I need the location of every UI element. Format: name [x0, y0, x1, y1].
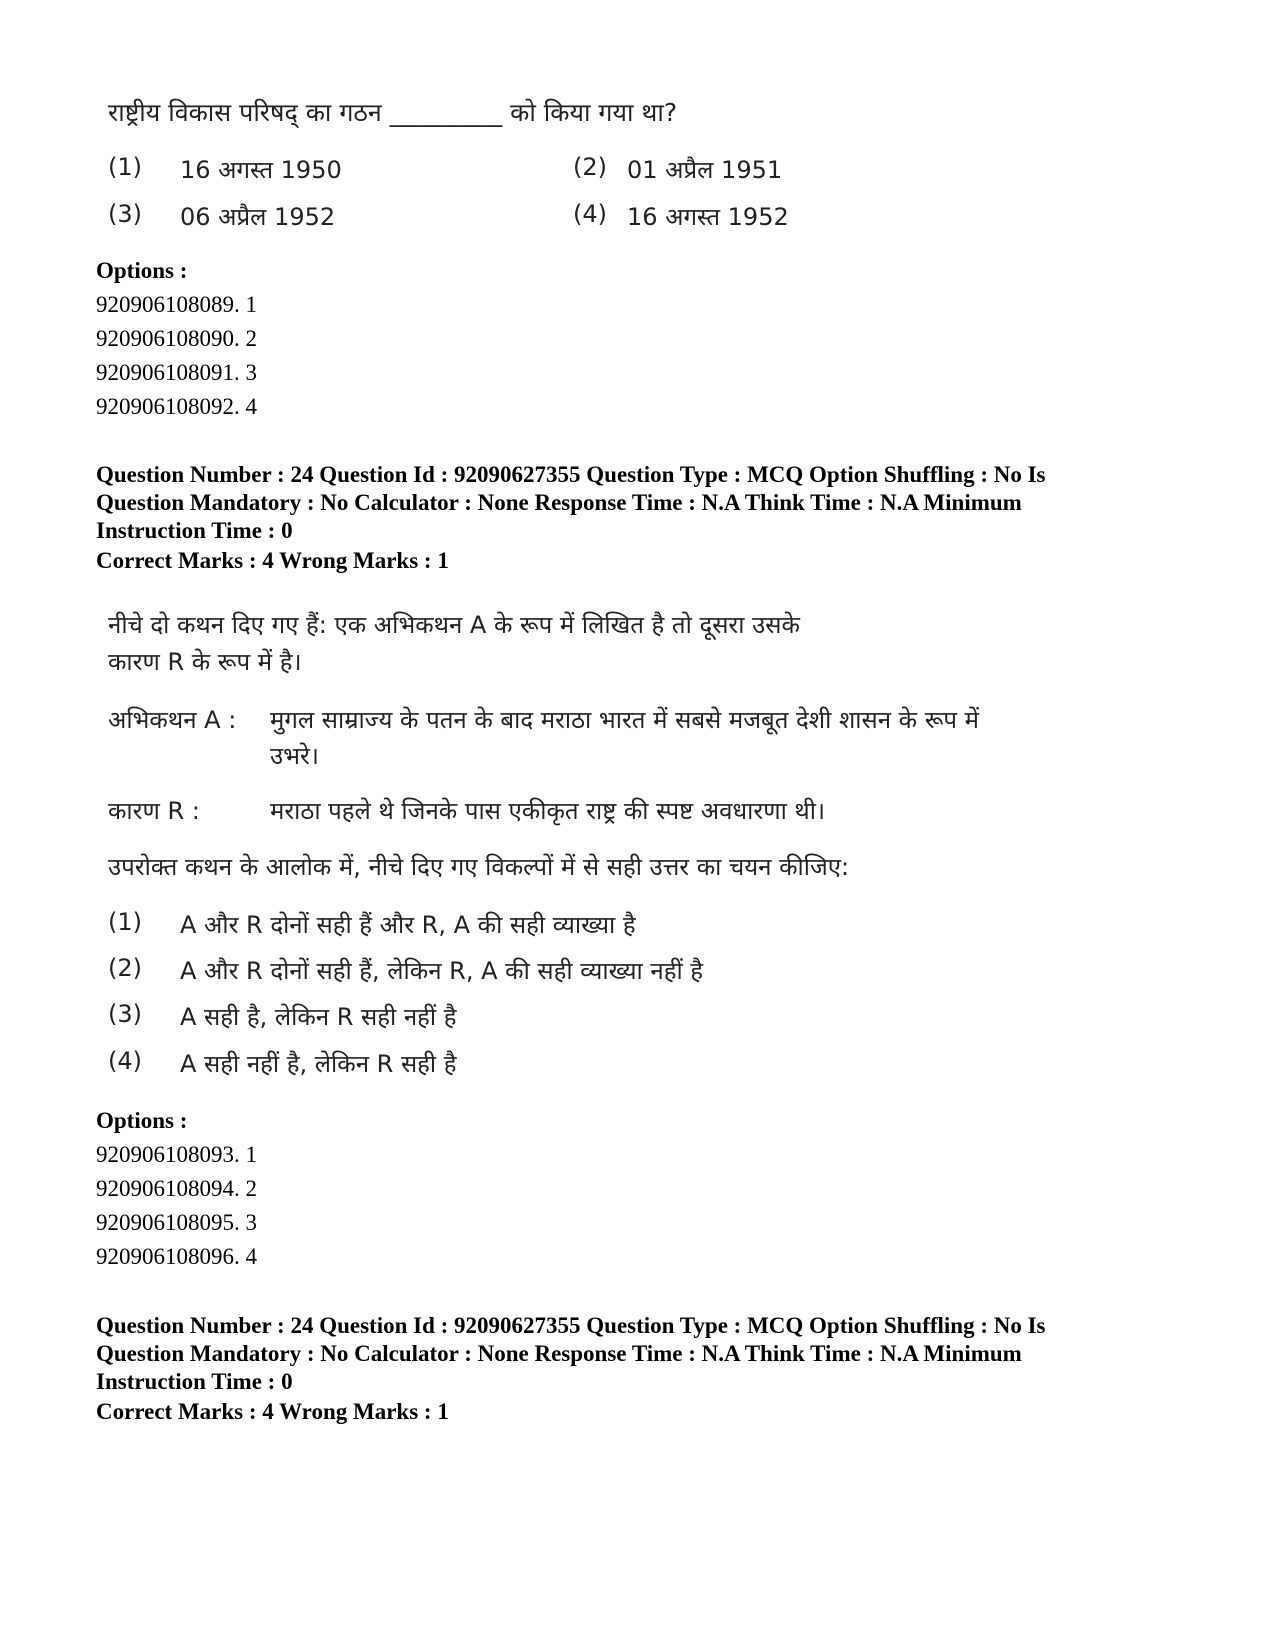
q1-option-1-num: (1) [108, 153, 142, 181]
option-id: 920906108089. 1 [96, 292, 257, 317]
question-meta-2 [96, 1312, 1046, 1428]
q2-instruction: उपरोक्त कथन के आलोक में, नीचे दिए गए विकल्पों में से सही उत्तर का चयन कीजिए: [108, 853, 850, 881]
option-id: 920906108095. 3 [96, 1210, 257, 1235]
question-meta-1 [96, 461, 1046, 577]
q2-option-4-num: (4) [108, 1047, 142, 1075]
options-heading: Options : [96, 1108, 188, 1133]
q1-option-2-num: (2) [573, 153, 607, 181]
q2-option-3-text: A सही है, लेकिन R सही नहीं है [180, 1003, 457, 1031]
meta-line: Question Number : 24 Question Id : 92090627355 Question Type : MCQ Option Shuffling : No Is [96, 1313, 1046, 1338]
assertion-text-line-1: मुगल साम्राज्य के पतन के बाद मराठा भारत में सबसे मजबूत देशी शासन के रूप में [270, 706, 979, 734]
meta-line: Question Number : 24 Question Id : 92090627355 Question Type : MCQ Option Shuffling : No Is [96, 462, 1046, 487]
option-id: 920906108096. 4 [96, 1244, 257, 1269]
options-heading: Options : [96, 258, 188, 283]
assertion-label: अभिकथन A : [108, 706, 237, 734]
question-1-stem: राष्ट्रीय विकास परिषद् का गठन _________ को किया गया था? [108, 98, 678, 127]
options-block-1 [96, 254, 257, 424]
marks-line: Correct Marks : 4 Wrong Marks : 1 [96, 548, 449, 573]
q2-option-3-num: (3) [108, 1000, 142, 1028]
q2-intro-line-1: नीचे दो कथन दिए गए हैं: एक अभिकथन A के रूप में लिखित है तो दूसरा उसके [108, 611, 800, 639]
option-id: 920906108094. 2 [96, 1176, 257, 1201]
q1-option-3-text: 06 अप्रैल 1952 [180, 203, 336, 231]
reason-text: मराठा पहले थे जिनके पास एकीकृत राष्ट्र की स्पष्ट अवधारणा थी। [270, 797, 826, 825]
meta-line: Question Mandatory : No Calculator : None Response Time : N.A Think Time : N.A Minimum [96, 490, 1022, 515]
q1-option-3-num: (3) [108, 200, 142, 228]
q2-option-1-num: (1) [108, 908, 142, 936]
option-id: 920906108093. 1 [96, 1142, 257, 1167]
q2-option-2-text: A और R दोनों सही हैं, लेकिन R, A की सही व्याख्या नहीं है [180, 957, 704, 985]
options-block-2 [96, 1104, 257, 1274]
q1-option-4-num: (4) [573, 200, 607, 228]
meta-line: Question Mandatory : No Calculator : None Response Time : N.A Think Time : N.A Minimum [96, 1341, 1022, 1366]
option-id: 920906108090. 2 [96, 326, 257, 351]
q2-intro-line-2: कारण R के रूप में है। [108, 648, 302, 676]
meta-line: Instruction Time : 0 [96, 518, 293, 543]
option-id: 920906108091. 3 [96, 360, 257, 385]
assertion-text-line-2: उभरे। [270, 742, 319, 770]
marks-line: Correct Marks : 4 Wrong Marks : 1 [96, 1399, 449, 1424]
option-id: 920906108092. 4 [96, 394, 257, 419]
q2-option-4-text: A सही नहीं है, लेकिन R सही है [180, 1050, 457, 1078]
q2-option-1-text: A और R दोनों सही हैं और R, A की सही व्याख्या है [180, 911, 636, 939]
meta-line: Instruction Time : 0 [96, 1369, 293, 1394]
q1-option-1-text: 16 अगस्त 1950 [180, 156, 342, 184]
q2-option-2-num: (2) [108, 954, 142, 982]
q1-option-4-text: 16 अगस्त 1952 [627, 203, 789, 231]
question-1-image [0, 0, 1275, 260]
reason-label: कारण R : [108, 797, 200, 825]
q1-option-2-text: 01 अप्रैल 1951 [627, 156, 783, 184]
